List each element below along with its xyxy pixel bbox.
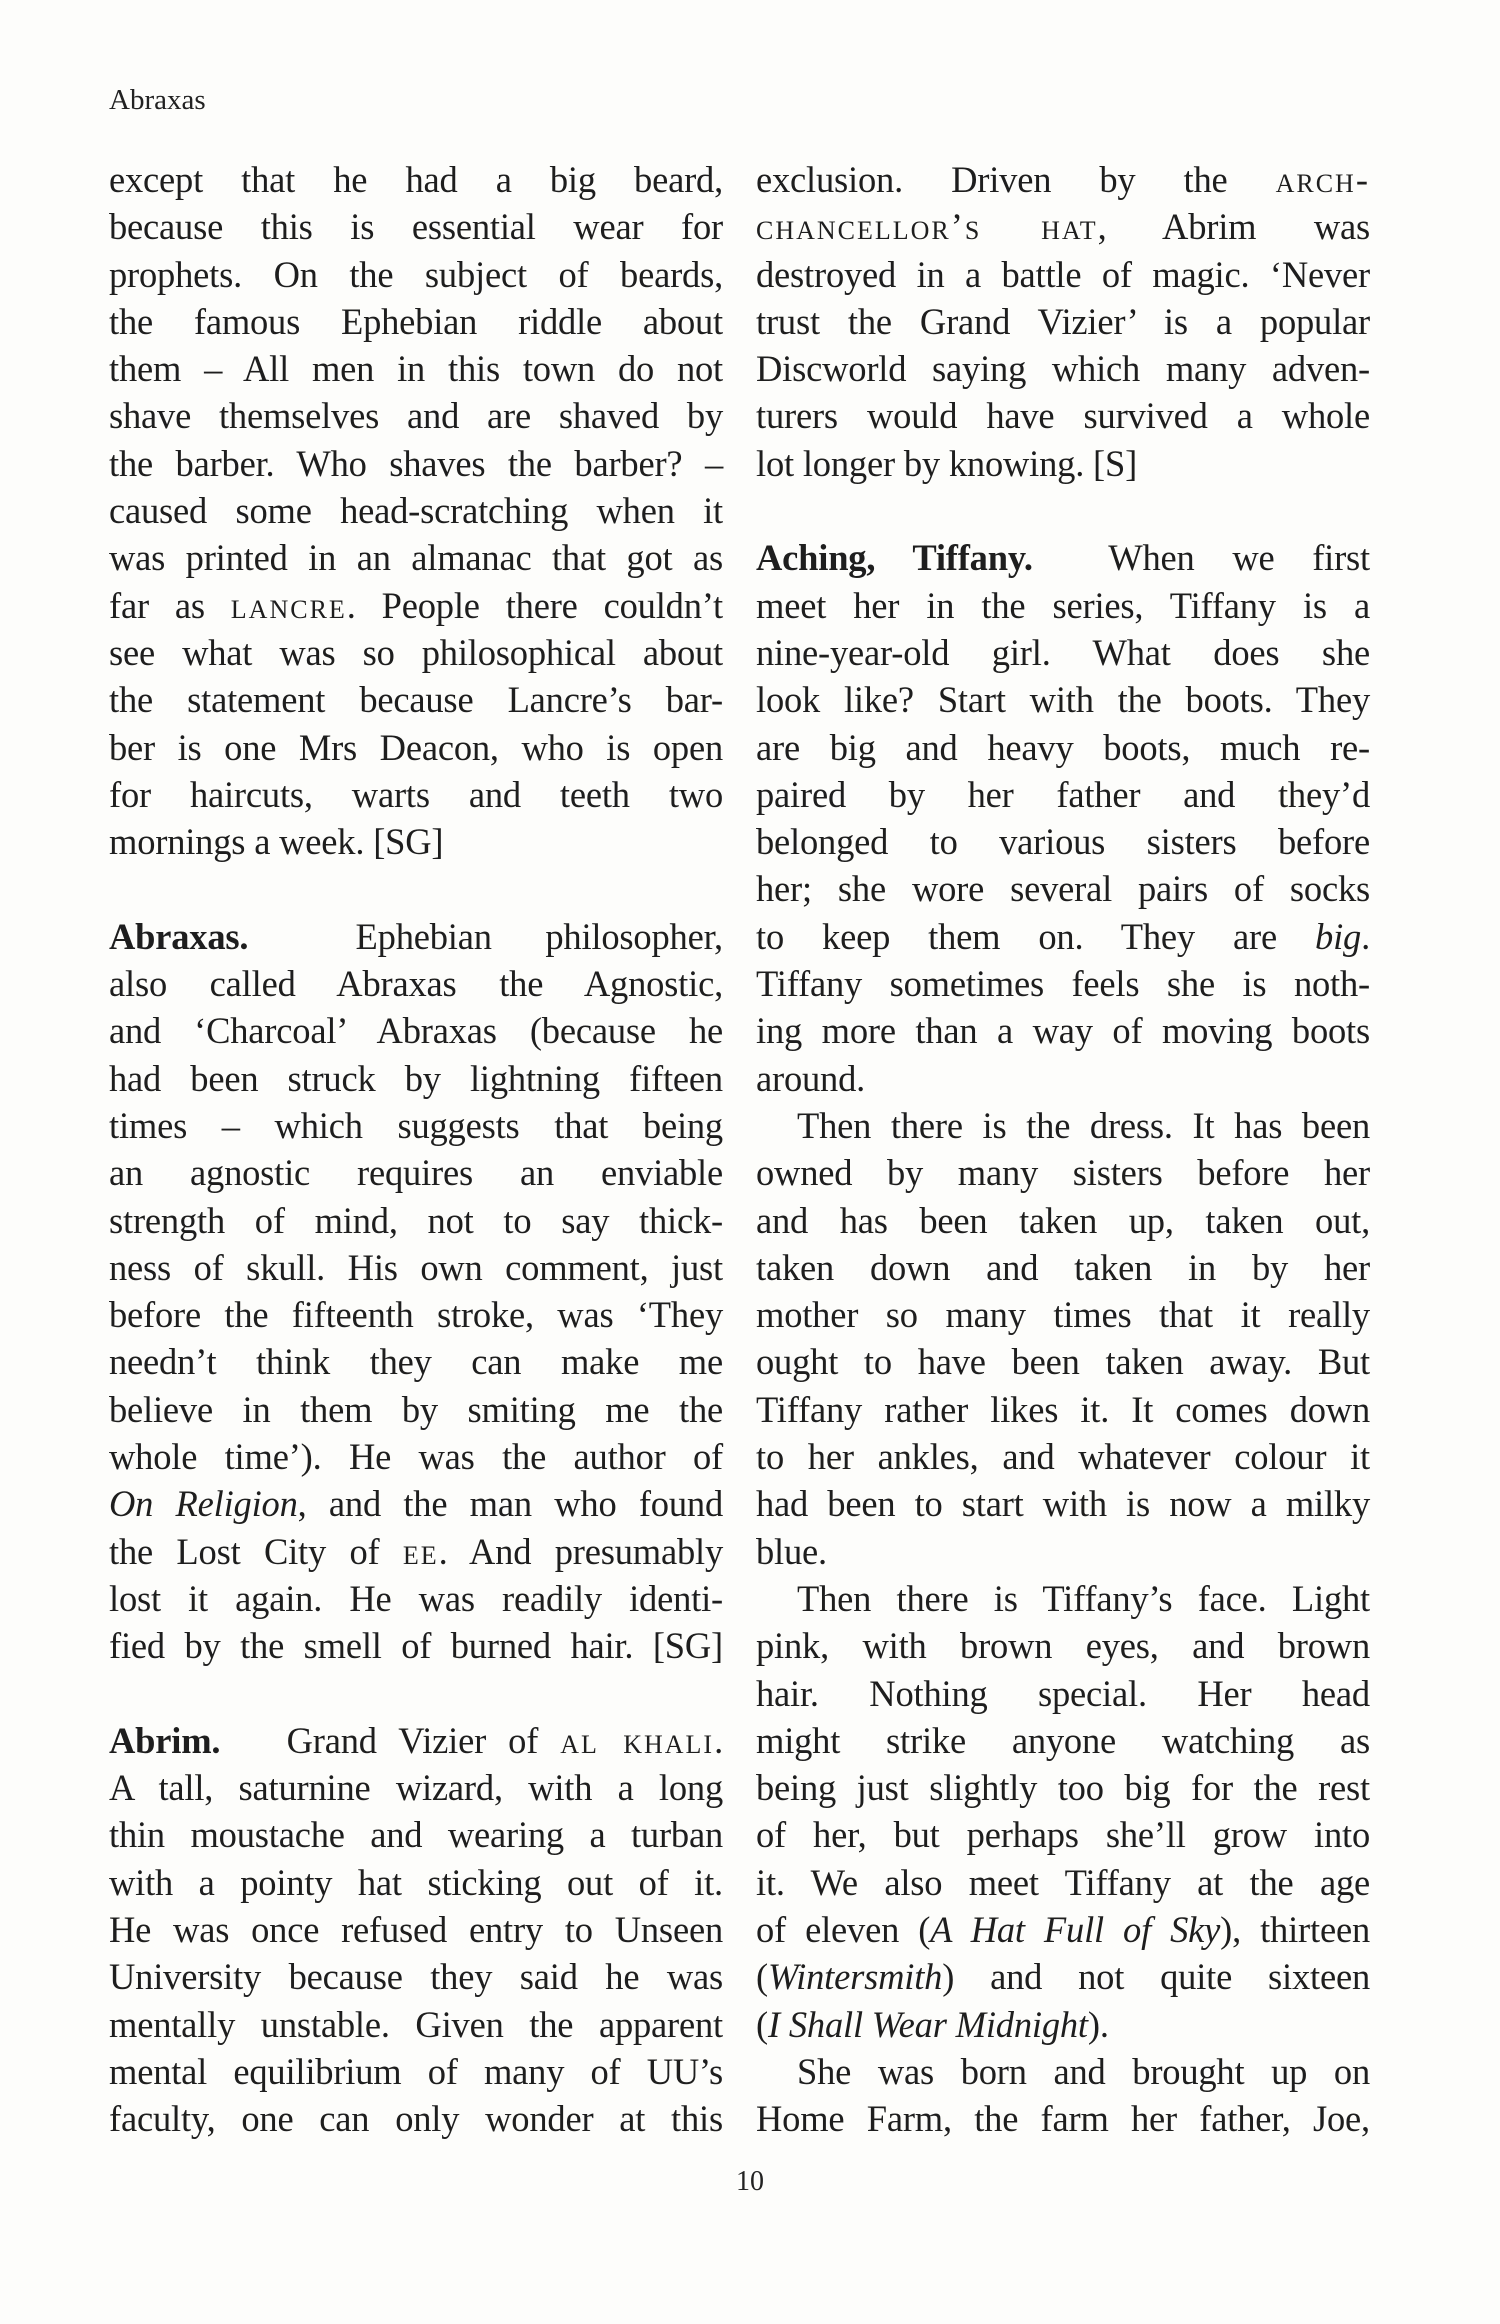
entry-abraxas-first-line <box>109 913 723 960</box>
paragraph-start: She was born and brought up on <box>797 2050 1370 2092</box>
text-line: them – All men in this town do not <box>109 348 723 390</box>
text-line: lost it again. He was readily identi- <box>109 1577 723 1619</box>
text-line: mornings a week. [SG] <box>109 821 444 863</box>
text-line: Discworld saying which many adven- <box>756 348 1370 390</box>
text-line: paired by her father and they’d <box>756 773 1370 815</box>
text-line: whole time’). He was the author of <box>109 1436 723 1478</box>
text-fragment: exclusion. Driven by the <box>756 159 1276 200</box>
book-title-wintersmith: Wintersmith <box>767 1956 943 1998</box>
text-line: for haircuts, warts and teeth two <box>109 773 723 815</box>
book-title-i-shall-wear-midnight: I Shall Wear Midnight <box>767 2003 1088 2045</box>
text-line: belonged to various sisters before <box>756 821 1370 863</box>
text-fragment: far as <box>109 584 231 626</box>
text-line: also called Abraxas the Agnostic, <box>109 963 723 1005</box>
text-fragment: , and the man who found <box>297 1483 723 1525</box>
text-fragment: of eleven ( <box>756 1908 931 1950</box>
text-line: caused some head-scratching when it <box>109 490 723 532</box>
text-fragment: Ephebian philosopher, <box>355 915 723 957</box>
text-line: pink, with brown eyes, and brown <box>756 1625 1370 1667</box>
text-fragment: to keep them on. They are <box>756 915 1316 957</box>
text-line: of her, but perhaps she’ll grow into <box>756 1814 1370 1856</box>
text-line: mentally unstable. Given the apparent <box>109 2003 723 2045</box>
cross-reference-lancre: lancre <box>230 584 347 626</box>
text-line: faculty, one can only wonder at this <box>109 2098 723 2140</box>
entry-gap <box>756 487 1370 534</box>
text-line: and has been taken up, taken out, <box>756 1199 1370 1241</box>
text-line <box>109 582 723 629</box>
text-line: might strike anyone watching as <box>756 1719 1370 1761</box>
text-line: Tiffany rather likes it. It comes down <box>756 1388 1370 1430</box>
text-fragment: . People there couldn’t <box>346 584 723 626</box>
text-line <box>109 1528 723 1575</box>
text-line: fied by the smell of burned hair. [SG] <box>109 1625 723 1667</box>
book-title-on-religion: On Religion <box>109 1483 298 1525</box>
text-line: her; she wore several pairs of socks <box>756 868 1370 910</box>
text-fragment: ) and not quite sixteen <box>942 1956 1370 1998</box>
book-title-hat-full-of-sky: A Hat Full of Sky <box>930 1908 1221 1950</box>
text-line: the barber. Who shaves the barber? – <box>109 442 723 484</box>
text-line: shave themselves and are shaved by <box>109 395 723 437</box>
text-fragment: ), thirteen <box>1220 1908 1370 1950</box>
text-fragment: the Lost City of <box>109 1530 403 1572</box>
text-line <box>756 1906 1370 1953</box>
text-line: mother so many times that it really <box>756 1294 1370 1336</box>
text-line <box>756 913 1370 960</box>
right-column <box>756 156 1370 2142</box>
text-line: look like? Start with the boots. They <box>756 679 1370 721</box>
text-line: nine-year-old girl. What does she <box>756 631 1370 673</box>
text-fragment: When we first <box>1108 537 1370 579</box>
text-line: with a pointy hat sticking out of it. <box>109 1861 723 1903</box>
text-line: A tall, saturnine wizard, with a long <box>109 1767 723 1809</box>
text-line: meet her in the series, Tiffany is a <box>756 584 1370 626</box>
text-line: being just slightly too big for the rest <box>756 1767 1370 1809</box>
text-line: destroyed in a battle of magic. ‘Never <box>756 253 1370 295</box>
text-fragment: . And presumably <box>438 1530 723 1572</box>
text-line: mental equilibrium of many of UU’s <box>109 2050 723 2092</box>
text-line <box>756 2001 1370 2048</box>
cross-reference-ee: ee <box>402 1530 439 1572</box>
text-line: to her ankles, and whatever colour it <box>756 1436 1370 1478</box>
text-line: times – which suggests that being <box>109 1104 723 1146</box>
text-line: needn’t think they can make me <box>109 1341 723 1383</box>
text-line: before the fifteenth stroke, was ‘They <box>109 1294 723 1336</box>
text-line: believe in them by smiting me the <box>109 1388 723 1430</box>
text-line <box>756 1953 1370 2000</box>
text-line: was printed in an almanac that got as <box>109 537 723 579</box>
paragraph-start: Then there is the dress. It has been <box>797 1104 1370 1146</box>
entry-aching-first-line <box>756 534 1370 581</box>
text-line: an agnostic requires an enviable <box>109 1152 723 1194</box>
text-fragment: . <box>714 1719 724 1761</box>
text-fragment: ( <box>756 2003 768 2045</box>
text-line: see what was so philosophical about <box>109 631 723 673</box>
paragraph-start: Then there is Tiffany’s face. Light <box>797 1577 1370 1619</box>
text-line: prophets. On the subject of beards, <box>109 253 723 295</box>
text-line: had been to start with is now a milky <box>756 1483 1370 1525</box>
text-line: had been struck by lightning fifteen <box>109 1057 723 1099</box>
text-line: lot longer by knowing. [S] <box>756 442 1138 484</box>
headword-abrim: Abrim. <box>109 1719 221 1761</box>
cross-reference-archchancellors-hat: chancellor’s hat <box>756 206 1098 248</box>
text-line: Home Farm, the farm her father, Joe, <box>756 2098 1370 2140</box>
text-fragment: ). <box>1087 2003 1109 2045</box>
text-line <box>756 156 1370 203</box>
text-line <box>756 203 1370 250</box>
text-line: ing more than a way of moving boots <box>756 1010 1370 1052</box>
text-line: blue. <box>756 1530 827 1572</box>
headword-abraxas: Abraxas. <box>109 915 249 957</box>
text-line: hair. Nothing special. Her head <box>756 1672 1370 1714</box>
text-fragment: ( <box>756 1956 768 1998</box>
text-line: Tiffany sometimes feels she is noth- <box>756 963 1370 1005</box>
text-line: the famous Ephebian riddle about <box>109 300 723 342</box>
text-line: trust the Grand Vizier’ is a popular <box>756 300 1370 342</box>
text-line: turers would have survived a whole <box>756 395 1370 437</box>
text-line: ber is one Mrs Deacon, who is open <box>109 726 723 768</box>
text-line: University because they said he was <box>109 1956 723 1998</box>
entry-gap <box>109 1670 723 1717</box>
text-line: around. <box>756 1057 866 1099</box>
left-column <box>109 156 723 2142</box>
headword-aching-tiffany: Aching, Tiffany. <box>756 537 1033 579</box>
text-line: and ‘Charcoal’ Abraxas (because he <box>109 1010 723 1052</box>
text-line: He was once refused entry to Unseen <box>109 1908 723 1950</box>
text-line: because this is essential wear for <box>109 206 723 248</box>
text-line: it. We also meet Tiffany at the age <box>756 1861 1370 1903</box>
cross-reference-archchancellors-hat: arch- <box>1275 159 1370 200</box>
text-line: owned by many sisters before her <box>756 1152 1370 1194</box>
text-line: taken down and taken in by her <box>756 1246 1370 1288</box>
text-line: except that he had a big beard, <box>109 159 723 200</box>
page-number: 10 <box>736 2166 764 2197</box>
text-line: ought to have been taken away. But <box>756 1341 1370 1383</box>
text-line: thin moustache and wearing a turban <box>109 1814 723 1856</box>
entry-abrim-first-line <box>109 1717 723 1764</box>
running-head: Abraxas <box>109 84 206 116</box>
text-fragment: Grand Vizier of <box>286 1719 561 1761</box>
text-line: strength of mind, not to say thick- <box>109 1199 723 1241</box>
text-line: are big and heavy boots, much re- <box>756 726 1370 768</box>
text-line <box>109 1480 723 1527</box>
text-line: ness of skull. His own comment, just <box>109 1246 723 1288</box>
text-fragment: , Abrim was <box>1097 206 1370 248</box>
text-line: the statement because Lancre’s bar- <box>109 679 723 721</box>
cross-reference-al-khali: al khali <box>560 1719 715 1761</box>
text-fragment: . <box>1361 915 1370 957</box>
entry-gap <box>109 865 723 912</box>
emphasis-big: big <box>1315 915 1362 957</box>
